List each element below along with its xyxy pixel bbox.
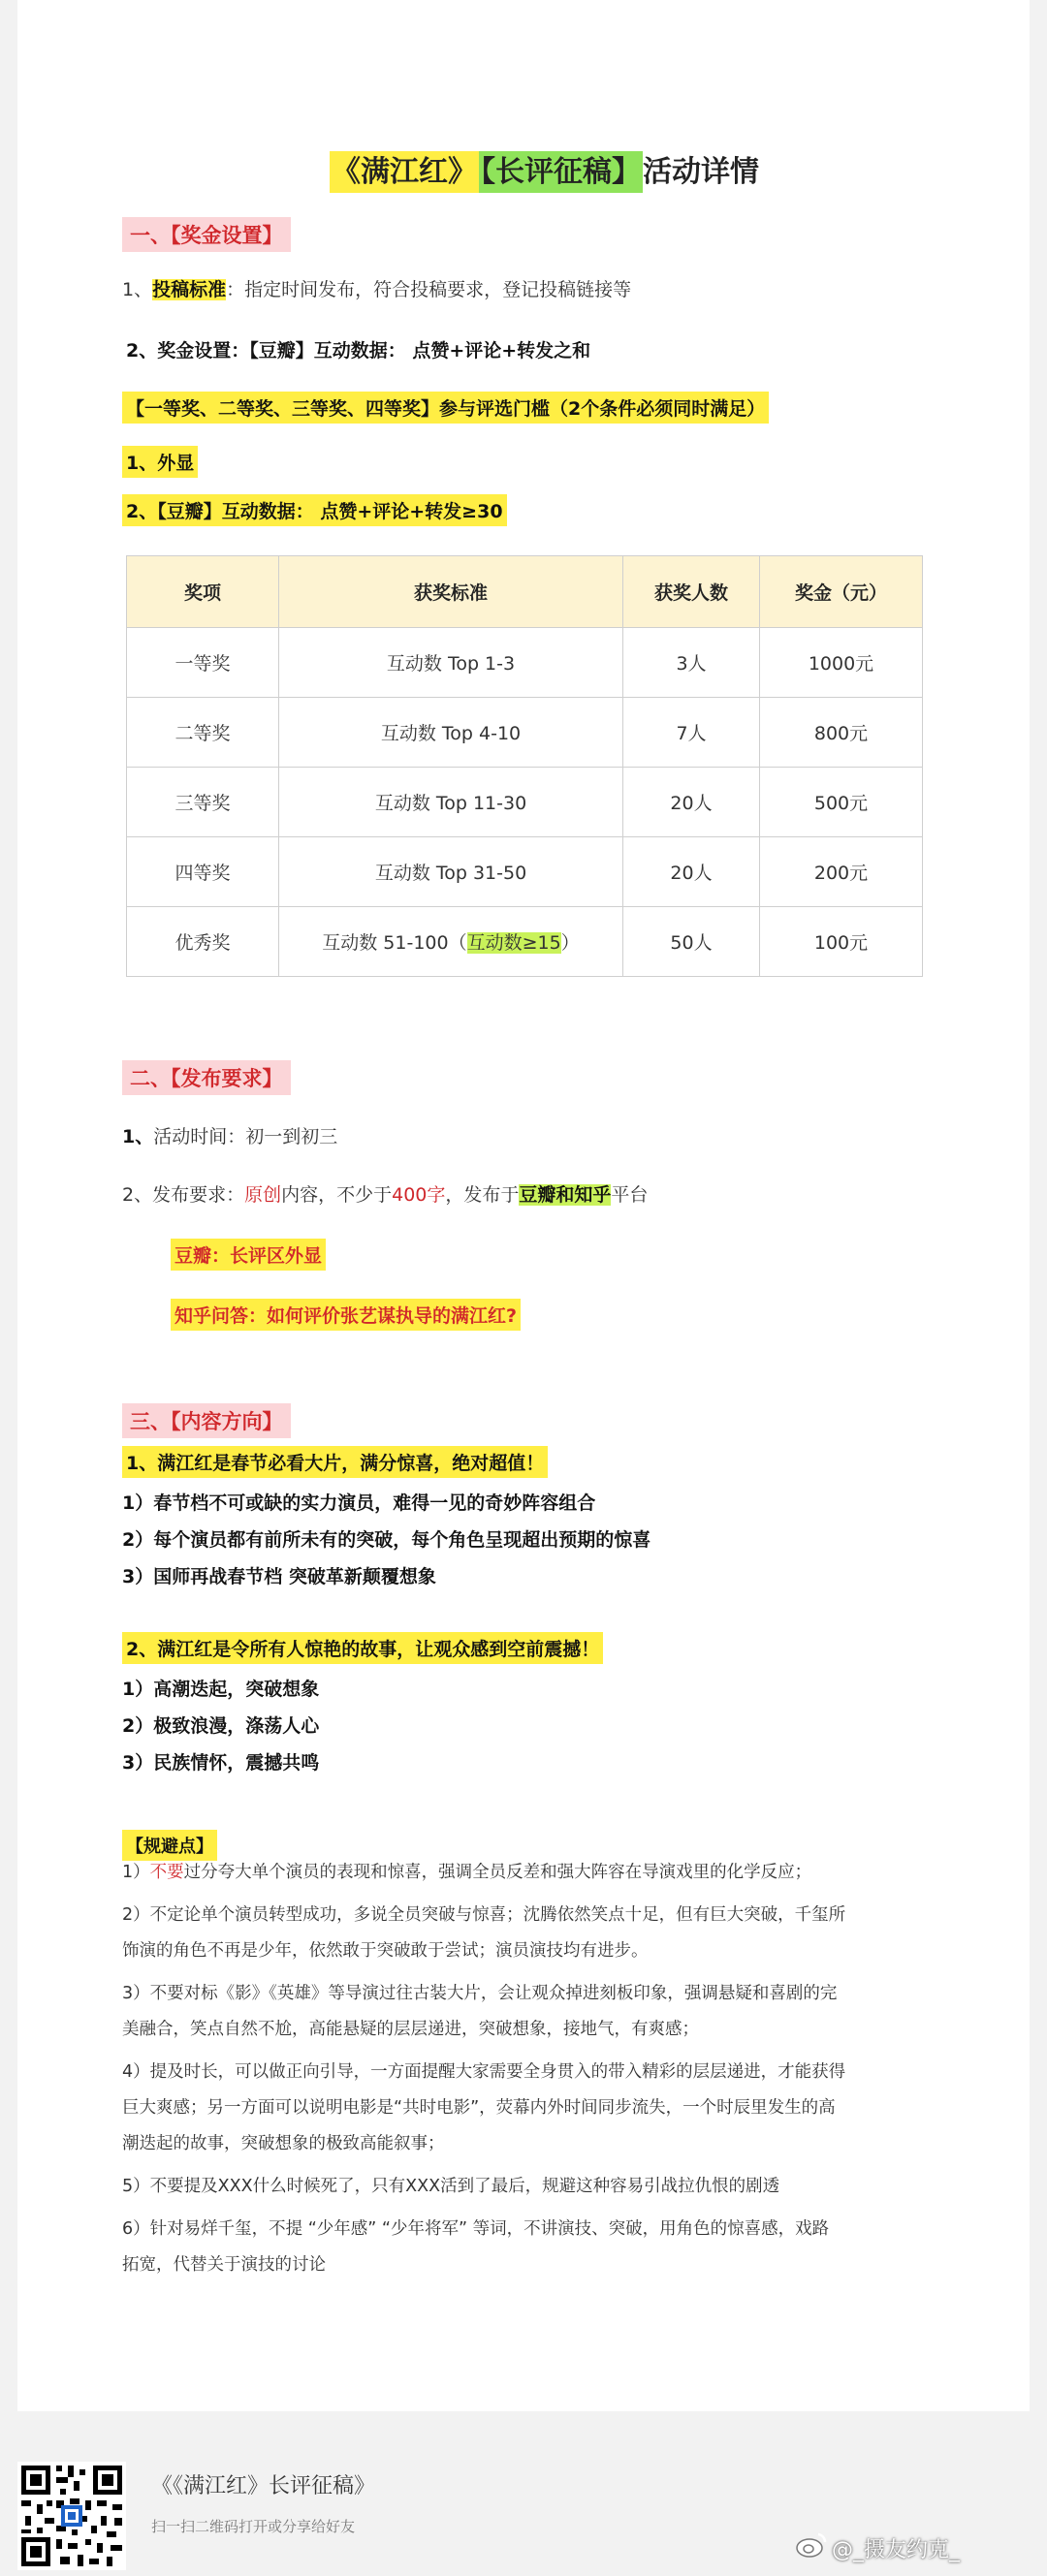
table-header-cell: 获奖人数	[623, 556, 760, 628]
table-row	[127, 907, 923, 977]
original-text: 原创	[244, 1184, 282, 1206]
table-cell: 100元	[760, 907, 923, 977]
standard-suffix: ）	[560, 932, 580, 954]
content-point: 3）民族情怀，震撼共鸣	[122, 1752, 320, 1774]
content-direction-1: 1、满江红是春节必看大片，满分惊喜，绝对超值！	[122, 1446, 548, 1478]
table-cell: 1000元	[760, 628, 923, 698]
table-cell: 一等奖	[127, 628, 279, 698]
activity-time-text: 活动时间：初一到初三	[153, 1126, 338, 1147]
avoid-line: 巨大爽感；另一方面可以说明电影是“共时电影”，荧幕内外时间同步流失，一个时辰里发生的高	[122, 2098, 836, 2118]
submission-standard-label: 投稿标准	[152, 279, 227, 300]
line-number: 1、	[122, 279, 153, 300]
avoid-line: 2）不定论单个演员转型成功，多说全员突破与惊喜；沈腾依然笑点十足，但有巨大突破，千玺所	[122, 1905, 846, 1925]
table-cell: 200元	[760, 837, 923, 907]
weibo-watermark: @_摄友约克_	[832, 2538, 961, 2562]
share-title[interactable]: 《《满江红》长评征稿》	[151, 2474, 376, 2498]
publish-req-text: ，发布于	[445, 1184, 520, 1206]
section-2-line-3: 豆瓣：长评区外显	[171, 1239, 326, 1271]
article-page	[17, 0, 1030, 2411]
section-2-line-1	[122, 1122, 337, 1148]
table-row	[127, 628, 923, 698]
section-1-line-5: 2、【豆瓣】互动数据： 点赞+评论+转发≥30	[122, 494, 507, 526]
platform-text: 豆瓣和知乎	[519, 1184, 612, 1206]
table-cell: 500元	[760, 768, 923, 837]
table-header-cell: 奖项	[127, 556, 279, 628]
line-number: 1）	[122, 1863, 150, 1882]
table-cell: 二等奖	[127, 698, 279, 768]
avoid-line: 饰演的角色不再是少年，依然敢于突破敢于尝试；演员演技均有进步。	[122, 1941, 649, 1961]
word-count-text: 400字	[392, 1184, 446, 1206]
page-title	[320, 143, 769, 194]
table-cell: 3人	[623, 628, 760, 698]
avoid-line: 拓宽，代替关于演技的讨论	[122, 2255, 326, 2275]
table-header-cell: 获奖标准	[279, 556, 623, 628]
avoid-line: 5）不要提及XXX什么时候死了，只有XXX活到了最后，规避这种容易引战拉仇恨的剧透	[122, 2177, 780, 2196]
table-cell: 三等奖	[127, 768, 279, 837]
content-point: 2）极致浪漫，涤荡人心	[122, 1715, 320, 1737]
section-2-line-2	[122, 1180, 648, 1207]
content-point: 2）每个演员都有前所未有的突破，每个角色呈现超出预期的惊喜	[122, 1529, 651, 1551]
qr-code-icon[interactable]	[17, 2462, 126, 2570]
title-part-1: 《满江红》	[330, 151, 479, 193]
table-header-cell: 奖金（元）	[760, 556, 923, 628]
table-cell: 800元	[760, 698, 923, 768]
table-cell: 20人	[623, 768, 760, 837]
table-cell: 四等奖	[127, 837, 279, 907]
section-1-line-3: 【一等奖、二等奖、三等奖、四等奖】参与评选门槛（2个条件必须同时满足）	[122, 392, 769, 424]
section-3-heading: 三、【内容方向】	[122, 1403, 291, 1438]
publish-req-label: 2、发布要求：	[122, 1184, 245, 1206]
section-1-line-1	[122, 275, 631, 301]
avoid-text: 过分夸大单个演员的表现和惊喜，强调全员反差和强大阵容在导演戏里的化学反应；	[183, 1863, 812, 1882]
publish-req-text: 内容，不少于	[281, 1184, 393, 1206]
section-1-line-2: 2、奖金设置：【豆瓣】互动数据： 点赞+评论+转发之和	[126, 340, 591, 361]
table-cell: 互动数 Top 4-10	[279, 698, 623, 768]
table-cell: 优秀奖	[127, 907, 279, 977]
table-cell: 互动数 Top 31-50	[279, 837, 623, 907]
table-cell: 50人	[623, 907, 760, 977]
table-row	[127, 768, 923, 837]
weibo-logo-icon	[795, 2531, 828, 2562]
title-part-2: 【长评征稿】	[479, 151, 643, 193]
table-cell	[279, 907, 623, 977]
line-number: 1、	[122, 1126, 154, 1147]
prize-table	[126, 555, 923, 977]
avoid-not-text: 不要	[149, 1863, 184, 1882]
publish-req-text: 平台	[611, 1184, 649, 1206]
content-point: 3）国师再战春节档 突破革新颠覆想象	[122, 1566, 436, 1587]
share-footer	[0, 2411, 1047, 2576]
content-direction-2: 2、满江红是令所有人惊艳的故事，让观众感到空前震撼！	[122, 1632, 603, 1664]
avoid-line: 6）针对易烊千玺，不提 “少年感” “少年将军” 等词，不讲演技、突破，用角色的惊喜感，戏路	[122, 2219, 830, 2239]
table-row	[127, 837, 923, 907]
section-1-line-4: 1、外显	[122, 446, 198, 478]
avoid-line: 3）不要对标《影》《英雄》等导演过往古装大片，会让观众掉进刻板印象，强调悬疑和喜剧的完	[122, 1984, 838, 2003]
section-1-heading: 一、【奖金设置】	[122, 217, 291, 252]
avoid-line: 潮迭起的故事，突破想象的极致高能叙事；	[122, 2134, 445, 2153]
share-subtitle: 扫一扫二维码打开或分享给好友	[151, 2518, 356, 2535]
avoid-line: 美融合，笑点自然不尬，高能悬疑的层层递进，突破想象，接地气，有爽感；	[122, 2020, 699, 2039]
section-2-heading: 二、【发布要求】	[122, 1060, 291, 1095]
table-cell: 互动数 Top 1-3	[279, 628, 623, 698]
standard-highlight: 互动数≥15	[466, 932, 561, 954]
table-header-row	[127, 556, 923, 628]
table-cell: 7人	[623, 698, 760, 768]
title-part-3: 活动详情	[643, 155, 759, 189]
section-2-line-4: 知乎问答：如何评价张艺谋执导的满江红?	[171, 1299, 521, 1331]
table-cell: 互动数 Top 11-30	[279, 768, 623, 837]
avoid-heading: 【规避点】	[122, 1830, 217, 1861]
table-cell: 20人	[623, 837, 760, 907]
content-point: 1）高潮迭起，突破想象	[122, 1679, 320, 1700]
standard-prefix: 互动数 51-100（	[322, 932, 467, 954]
table-row	[127, 698, 923, 768]
avoid-line	[122, 1855, 811, 1891]
content-point: 1）春节档不可或缺的实力演员，难得一见的奇妙阵容组合	[122, 1492, 596, 1514]
submission-standard-text: ：指定时间发布，符合投稿要求，登记投稿链接等	[226, 279, 632, 300]
avoid-line: 4）提及时长，可以做正向引导，一方面提醒大家需要全身贯入的带入精彩的层层递进，才能获得	[122, 2062, 846, 2082]
